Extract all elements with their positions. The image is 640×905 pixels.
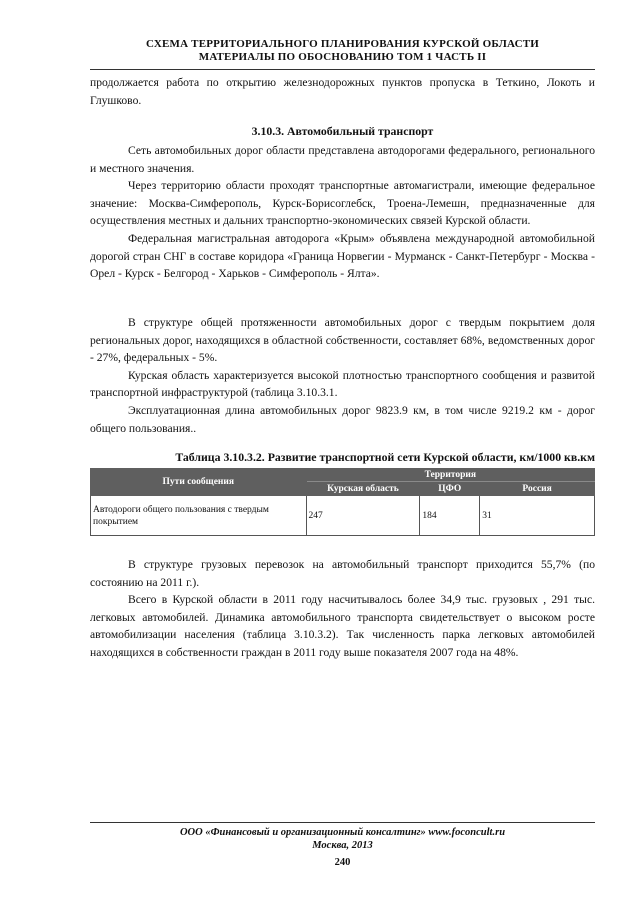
- intro-text: [90, 74, 595, 109]
- header-divider: [90, 69, 595, 70]
- paragraph: Эксплуатационная длина автомобильных дорог 9823.9 км, в том числе 9219.2 км - дорог общего пользования..: [90, 403, 595, 435]
- section-body-2: [90, 314, 595, 437]
- paragraph: Через территорию области проходят транспортные автомагистрали, имеющие федеральное значение: Москва-Симферополь, Курск-Борисоглебск, Троена-Лемешн, предназначенные для осуществления местных и дальних транспортно-экономических связей Курской области.: [90, 179, 595, 228]
- paragraph: Курская область характеризуется высокой плотностью транспортного сообщения и развитой транспортной инфраструктурой (таблица 3.10.3.1.: [90, 368, 595, 400]
- footer-divider: [90, 822, 595, 823]
- paragraph: Всего в Курской области в 2011 году насчитывалось более 34,9 тыс. грузовых , 291 тыс. легковых автомобилей. Динамика автомобильного транспорта свидетельствует о высоком росте автомобилизации населения (таблица 3.10.3.2). Так численность парка легковых автомобилей находящихся в собственности граждан в 2011 году выше показателя 2007 года на 48%.: [90, 593, 595, 659]
- header-territory: Территория: [306, 469, 594, 482]
- paragraph: Сеть автомобильных дорог области представлена автодорогами федерального, регионального и местного значения.: [90, 144, 595, 175]
- footer-company: ООО «Финансовый и организационный консалтинг» www.foconcult.ru: [179, 827, 506, 838]
- header-kursk: Курская область: [306, 482, 420, 496]
- section-body: [90, 142, 595, 283]
- section-body-3: [90, 556, 595, 662]
- document-footer: [90, 826, 595, 852]
- header-cfo: ЦФО: [420, 482, 480, 496]
- document-header: [90, 38, 595, 64]
- table-caption: Таблица 3.10.3.2. Развитие транспортной сети Курской области, км/1000 кв.км: [175, 450, 595, 464]
- section-title: 3.10.3. Автомобильный транспорт: [251, 124, 434, 138]
- header-russia: Россия: [480, 482, 595, 496]
- paragraph: Федеральная магистральная автодорога «Крым» объявлена международной автомобильной дорогой стран СНГ в составе коридора «Граница Норвегии - Мурманск - Санкт-Петербург - Москва - Орел - Курск - Белгород - Харьков - Симферополь - Ялта».: [90, 231, 595, 281]
- table-row: [91, 496, 595, 536]
- header-title: СХЕМА ТЕРРИТОРИАЛЬНОГО ПЛАНИРОВАНИЯ КУРСКОЙ ОБЛАСТИ: [145, 38, 540, 50]
- paragraph: В структуре общей протяженности автомобильных дорог с твердым покрытием доля региональных дорог, находящихся в областной собственности, составляет 68%, ведомственных дорог - 27%, федеральных - 5%.: [90, 316, 595, 365]
- cell-cfo: 184: [420, 496, 480, 536]
- footer-city: Москва, 2013: [312, 840, 373, 851]
- row-name: Автодороги общего пользования с твердым покрытием: [91, 496, 307, 536]
- road-network-table: [90, 468, 595, 536]
- intro-paragraph: продолжается работа по открытию железнодорожных пунктов пропуска в Теткино, Локоть и Глушково.: [90, 76, 595, 107]
- page-number: 240: [334, 857, 351, 868]
- paragraph: В структуре грузовых перевозок на автомобильный транспорт приходится 55,7% (по состоянию на 2011 г.).: [90, 558, 595, 589]
- header-routes: Пути сообщения: [91, 469, 307, 496]
- header-subtitle: МАТЕРИАЛЫ ПО ОБОСНОВАНИЮ ТОМ 1 ЧАСТЬ II: [198, 51, 487, 63]
- cell-russia: 31: [480, 496, 595, 536]
- cell-kursk: 247: [306, 496, 420, 536]
